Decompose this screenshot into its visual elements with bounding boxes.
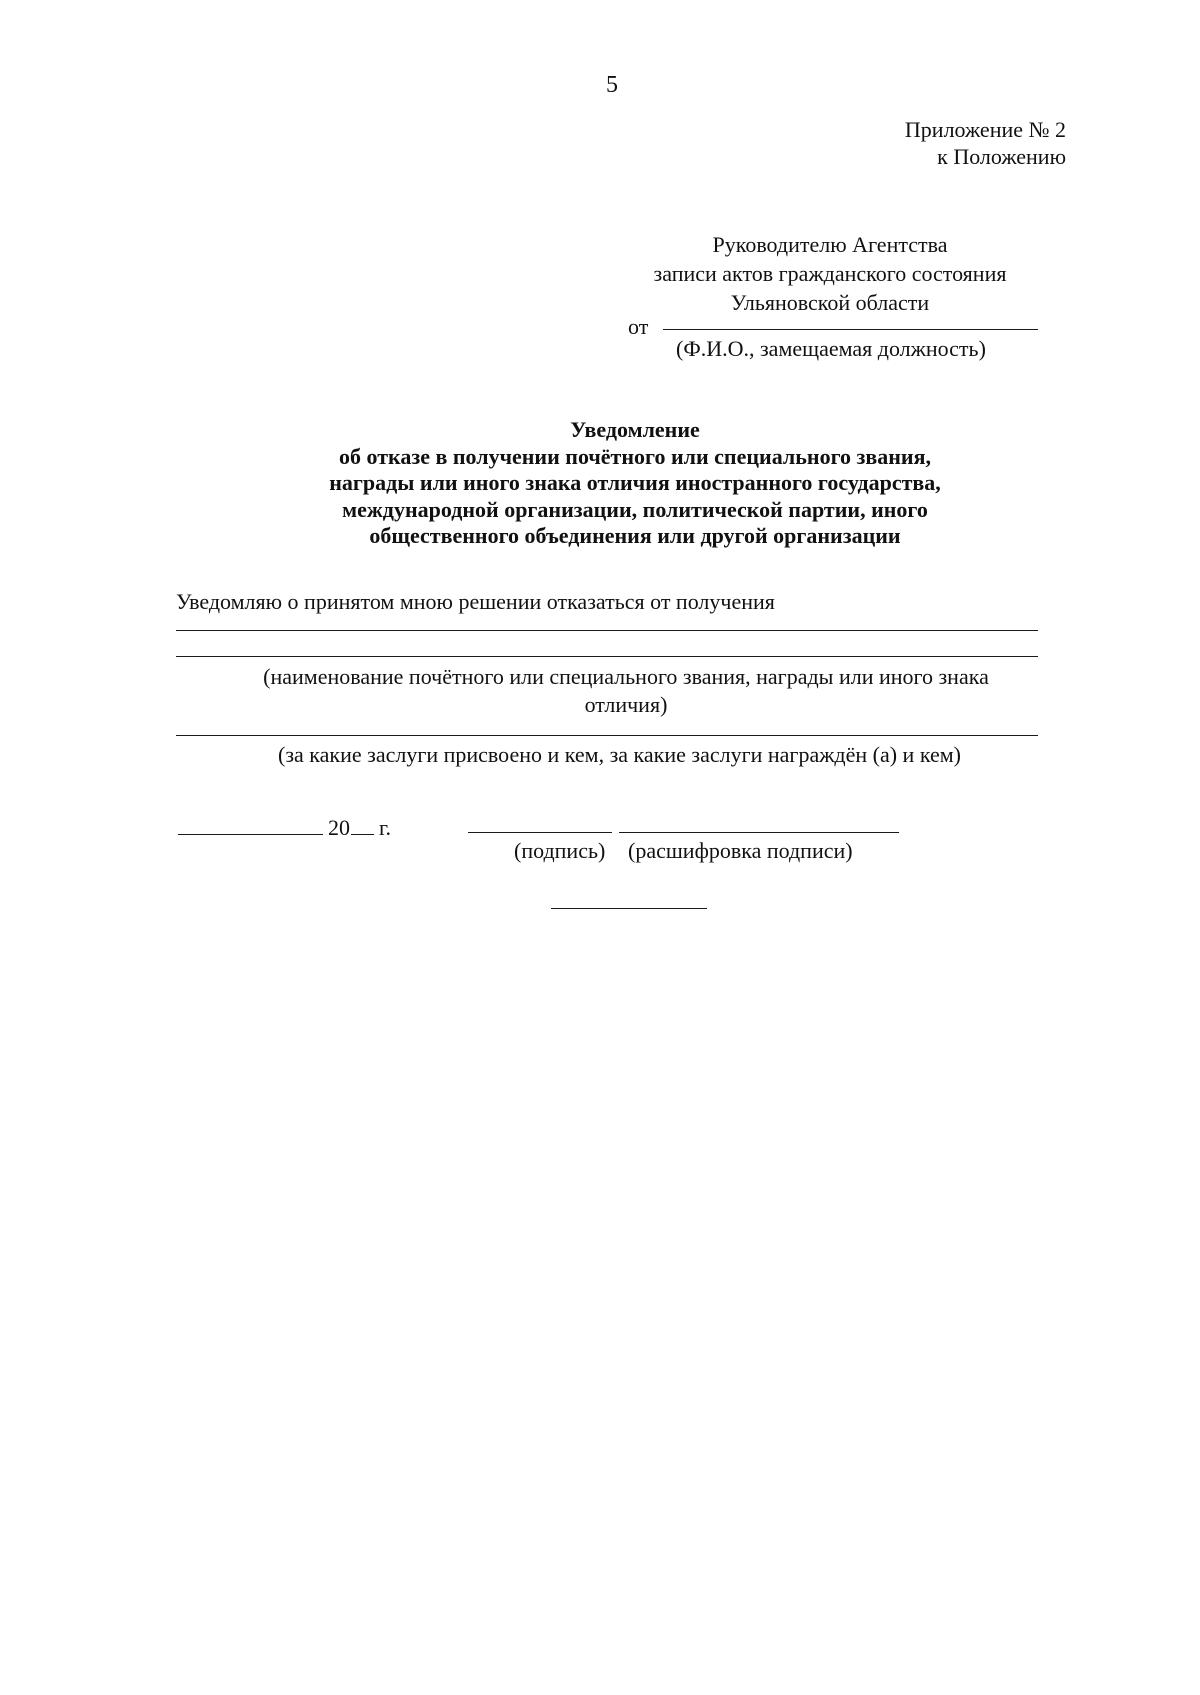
award-name-hint-line-2: отличия) bbox=[584, 692, 668, 717]
award-name-hint-line-1: (наименование почётного или специального звания, награды или иного знака bbox=[263, 664, 989, 689]
page-number: 5 bbox=[606, 72, 618, 98]
title-line-1: Уведомление bbox=[570, 417, 700, 442]
title-line-5: общественного объединения или другой организации bbox=[369, 523, 901, 548]
addressee-line-2: записи актов гражданского состояния bbox=[653, 261, 1007, 286]
merits-hint: (за какие заслуги присвоено и кем, за какие заслуги награждён (а) и кем) bbox=[278, 742, 961, 767]
from-label: от bbox=[628, 314, 649, 339]
year-prefix: 20 bbox=[328, 815, 350, 840]
year-suffix: г. bbox=[379, 815, 392, 840]
addressee-block bbox=[620, 230, 1040, 317]
appendix-number: Приложение № 2 bbox=[904, 117, 1066, 142]
signature-line[interactable] bbox=[468, 832, 612, 833]
addressee-line-1: Руководителю Агентства bbox=[712, 232, 948, 257]
year-fill-line[interactable] bbox=[351, 834, 374, 835]
title-line-4: международной организации, политической партии, иного bbox=[342, 496, 928, 522]
date-fill-line[interactable] bbox=[178, 834, 323, 835]
intro-text: Уведомляю о принятом мною решении отказаться от получения bbox=[176, 589, 775, 614]
merits-line[interactable] bbox=[176, 735, 1038, 736]
signature-hint: (подпись) bbox=[514, 838, 606, 863]
decoding-hint: (расшифровка подписи) bbox=[628, 838, 853, 863]
award-name-line-1[interactable] bbox=[176, 630, 1038, 631]
addressee-line-3: Ульяновской области bbox=[730, 290, 930, 315]
award-name-hint bbox=[176, 663, 1076, 719]
from-hint: (Ф.И.О., замещаемая должность) bbox=[676, 336, 986, 361]
signature-decoding-line[interactable] bbox=[619, 832, 899, 833]
title-line-2: об отказе в получении почётного или специального звания, bbox=[339, 443, 931, 469]
appendix-reference: к Положению bbox=[937, 144, 1066, 169]
closing-separator bbox=[551, 908, 707, 909]
document-title bbox=[250, 417, 1020, 550]
from-fill-line[interactable] bbox=[663, 329, 1038, 330]
award-name-line-2[interactable] bbox=[176, 656, 1038, 657]
title-line-3: награды или иного знака отличия иностранного государства, bbox=[329, 470, 941, 495]
